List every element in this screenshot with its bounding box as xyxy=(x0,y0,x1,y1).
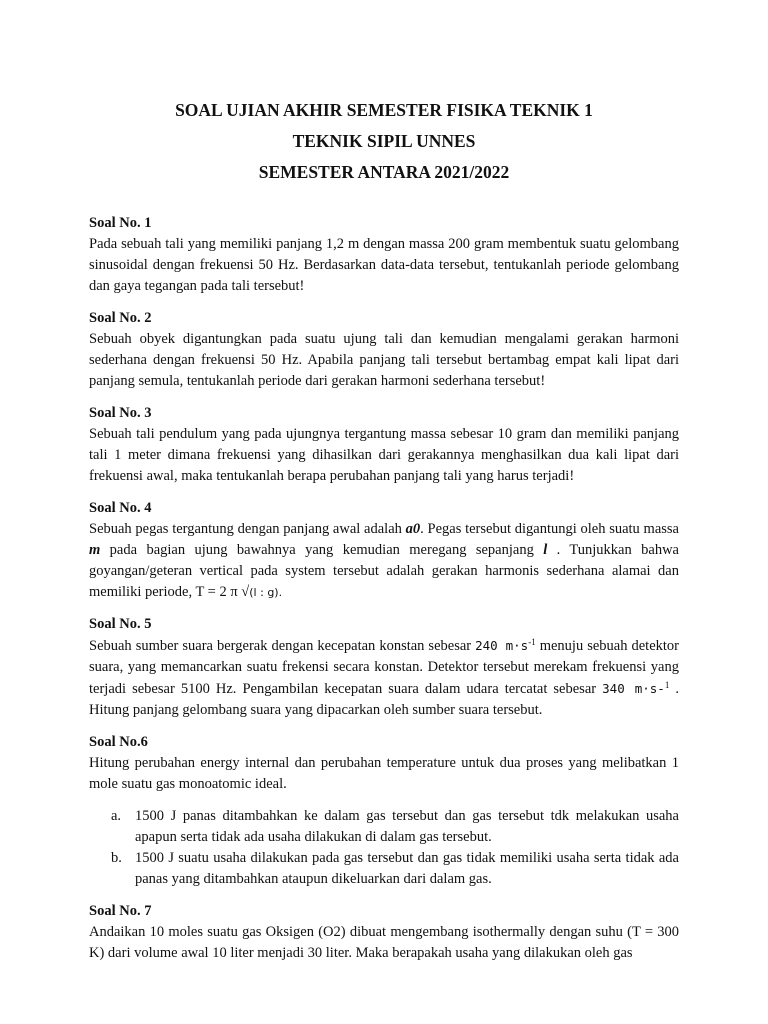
question-3-title: Soal No. 3 xyxy=(89,405,152,421)
question-4-body xyxy=(89,519,679,603)
list-item xyxy=(89,848,679,890)
question-5-title: Soal No. 5 xyxy=(89,616,152,632)
question-2-title: Soal No. 2 xyxy=(89,310,152,326)
question-5 xyxy=(89,614,679,721)
question-6-title: Soal No.6 xyxy=(89,734,148,750)
q4-text-3: pada bagian ujung bawahnya yang kemudian meregang sepanjang xyxy=(100,542,544,558)
question-1-body: Pada sebuah tali yang memiliki panjang 1,2 m dengan massa 200 gram membentuk suatu gelombang sinusoidal dengan frekuensi 50 Hz. Berdasarkan data-data tersebut, tentukanlah periode gelombang dan gaya tegangan pada tali tersebut! xyxy=(89,236,679,294)
q4-variable-l: l xyxy=(543,542,548,558)
q5-speed-sound: 340 m·s- xyxy=(602,681,665,696)
q4-text-2: . Pegas tersebut digantungi oleh suatu massa xyxy=(420,521,679,537)
q4-text-1: Sebuah pegas tergantung dengan panjang awal adalah xyxy=(89,521,406,537)
question-5-body xyxy=(89,635,679,721)
list-item-text: 1500 J suatu usaha dilakukan pada gas tersebut dan gas tidak memiliki usaha serta tidak ada panas yang ditambahkan ataupun dikeluarkan dari dalam gas. xyxy=(135,850,679,887)
exam-page xyxy=(89,95,679,975)
q5-text-2: menuju sebuah detektor suara, yang memancarkan suatu frekensi secara konstan. Detektor tersebut merekam frekuensi yang terjadi sebesar 5100 Hz. Pengambilan kecepatan suara dalam udara tercatat sebesar xyxy=(89,638,680,697)
question-2 xyxy=(89,308,679,392)
q4-variable-a0: a0 xyxy=(405,521,421,537)
question-1 xyxy=(89,213,679,297)
question-2-body: Sebuah obyek digantungkan pada suatu ujung tali dan kemudian mengalami gerakan harmoni sederhana dengan frekuensi 50 Hz. Apabila panjang tali tersebut bertambag empat kali lipat dari panjang semula, tentukanlah periode dari gerakan harmoni sederhana tersebut! xyxy=(89,331,679,389)
question-6-body: Hitung perubahan energy internal dan perubahan temperature untuk dua proses yang melibatkan 1 mole suatu gas monoatomic ideal. xyxy=(89,755,679,792)
q5-speed-source-exponent: -1 xyxy=(528,637,536,647)
question-1-title: Soal No. 1 xyxy=(89,215,152,231)
question-3-body: Sebuah tali pendulum yang pada ujungnya tergantung massa sebesar 10 gram dan memiliki panjang tali 1 meter dimana frekuensi yang dihasilkan dari gerakannya menghasilkan dua kali lipat dari frekuensi awal, maka tentukanlah berapa perubahan panjang tali yang harus terjadi! xyxy=(89,426,679,484)
q4-text-4: . Tunjukkan bahwa goyangan/geteran vertical pada system tersebut adalah gerakan harmonis sederhana alamai dan memiliki periode, T = 2 π √ xyxy=(89,542,679,600)
list-item-marker: b. xyxy=(111,850,122,866)
q5-speed-sound-exponent: 1 xyxy=(664,680,670,690)
question-7 xyxy=(89,901,679,964)
q5-speed-source: 240 m·s xyxy=(475,638,529,653)
q5-text-3: . Hitung panjang gelombang suara yang dipacarkan oleh sumber suara tersebut. xyxy=(89,681,679,718)
question-6-sublist xyxy=(89,806,679,890)
question-3 xyxy=(89,403,679,487)
q4-formula: (l : g). xyxy=(249,586,283,599)
question-7-title: Soal No. 7 xyxy=(89,903,152,919)
list-item xyxy=(89,806,679,848)
header-line-1: SOAL UJIAN AKHIR SEMESTER FISIKA TEKNIK 1 xyxy=(175,100,593,120)
question-4 xyxy=(89,498,679,603)
question-7-body: Andaikan 10 moles suatu gas Oksigen (O2) dibuat mengembang isothermally dengan suhu (T = 300 K) dari volume awal 10 liter menjadi 30 liter. Maka berapakah usaha yang dilakukan oleh gas xyxy=(89,924,679,961)
q5-text-1: Sebuah sumber suara bergerak dengan kecepatan konstan sebesar xyxy=(89,638,476,654)
list-item-marker: a. xyxy=(111,808,122,824)
q4-variable-m: m xyxy=(89,542,101,558)
header-line-2: TEKNIK SIPIL UNNES xyxy=(292,131,476,151)
exam-header xyxy=(89,95,679,188)
header-line-3: SEMESTER ANTARA 2021/2022 xyxy=(258,162,510,182)
list-item-text: 1500 J panas ditambahkan ke dalam gas tersebut dan gas tersebut tdk melakukan usaha apapun serta tidak ada usaha dilakukan di dalam gas tersebut. xyxy=(135,808,679,845)
question-4-title: Soal No. 4 xyxy=(89,500,152,516)
question-6 xyxy=(89,732,679,890)
